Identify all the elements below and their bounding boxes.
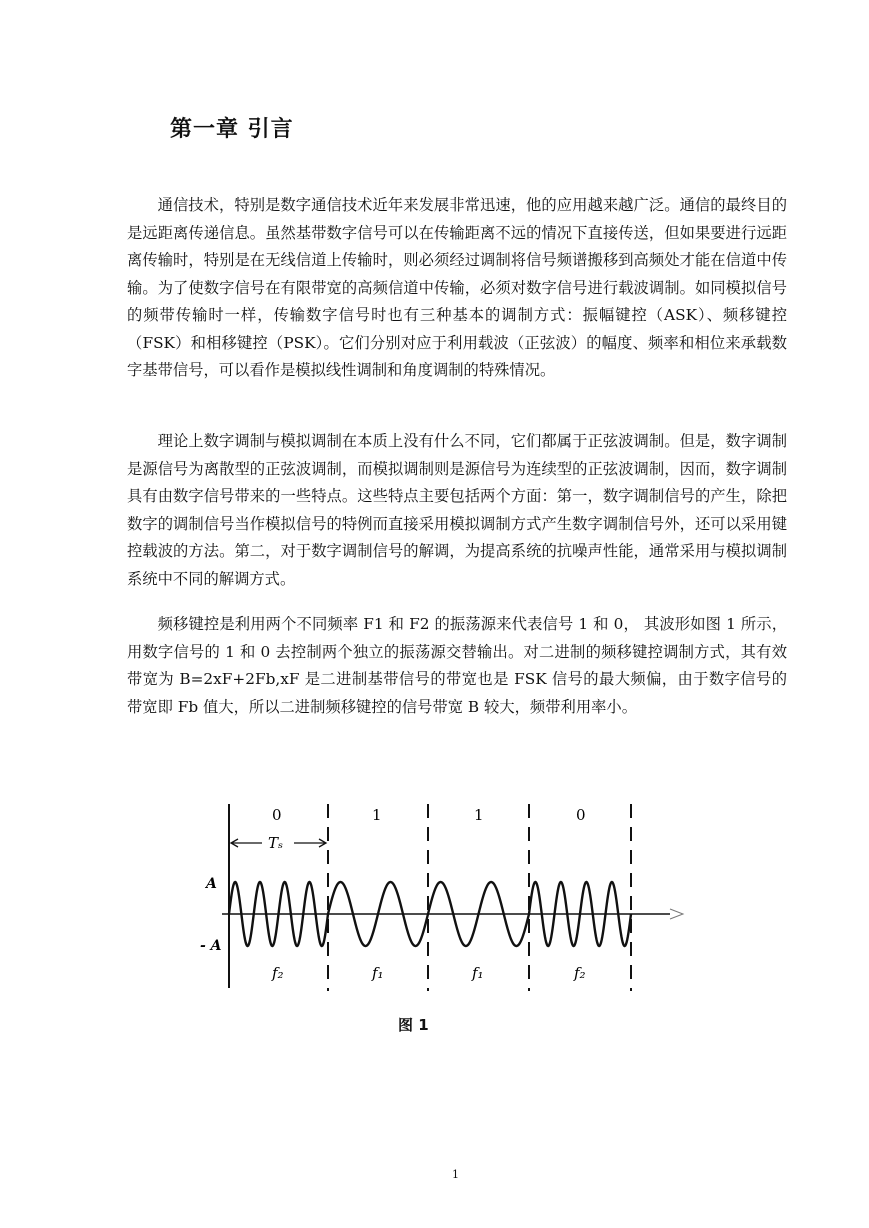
frequency-label: f₁ xyxy=(372,964,384,982)
paragraph-modulation-theory: 理论上数字调制与模拟调制在本质上没有什么不同，它们都属于正弦波调制。但是，数字调制是源信号为离散型的正弦波调制，而模拟调制则是源信号为连续型的正弦波调制，因而，数字调制具有由数字信号带来的一些特点。这些特点主要包括两个方面：第一，数字调制信号的产生，除把数字的调制信号当作模拟信号的特例而直接采用模拟调制方式产生数字调制信号外，还可以采用键控载波的方法。第二，对于数字调制信号的解调，为提高系统的抗噪声性能，通常采用与模拟调制系统中不同的解调方式。 xyxy=(127,432,787,588)
chapter-title: 第一章 引言 xyxy=(170,117,294,142)
period-label: Tₛ xyxy=(268,834,284,852)
frequency-label: f₁ xyxy=(472,964,484,982)
frequency-label: f₂ xyxy=(574,964,586,982)
paragraph-fsk: 频移键控是利用两个不同频率 F1 和 F2 的振荡源来代表信号 1 和 0， 其波形如图 1 所示，用数字信号的 1 和 0 去控制两个独立的振荡源交替输出。对二进制的频移键控调制方式，其有效带宽为 B=2xF+2Fb,xF 是二进制基带信号的带宽也是 FSK 信号的最大频偏，由于数字信号的带宽即 Fb 值大，所以二进制频移键控的信号带宽 B 较大，频带利用率小。 xyxy=(127,615,787,716)
amplitude-label-negative: - A xyxy=(200,938,222,954)
figure-caption: 图 1 xyxy=(398,1016,429,1034)
page-number: 1 xyxy=(452,1168,459,1181)
bit-label: 0 xyxy=(576,806,586,824)
time-axis-arrow xyxy=(670,909,683,919)
amplitude-label-positive: A xyxy=(206,876,217,892)
bit-label: 1 xyxy=(474,806,484,824)
paragraph-intro: 通信技术，特别是数字通信技术近年来发展非常迅速，他的应用越来越广泛。通信的最终目的是远距离传递信息。虽然基带数字信号可以在传输距离不远的情况下直接传送，但如果要进行远距离传输时，特别是在无线信道上传输时，则必须经过调制将信号频谱搬移到高频处才能在信道中传输。为了使数字信号在有限带宽的高频信道中传输，必须对数字信号进行载波调制。如同模拟信号的频带传输时一样，传输数字信号时也有三种基本的调制方式：振幅键控（ASK）、频移键控（FSK）和相移键控（PSK）。它们分别对应于利用载波（正弦波）的幅度、频率和相位来承载数字基带信号，可以看作是模拟线性调制和角度调制的特殊情况。 xyxy=(127,196,787,379)
bit-label: 1 xyxy=(372,806,382,824)
frequency-label: f₂ xyxy=(272,964,284,982)
fsk-waveform-figure xyxy=(200,796,690,1001)
bit-label: 0 xyxy=(272,806,282,824)
